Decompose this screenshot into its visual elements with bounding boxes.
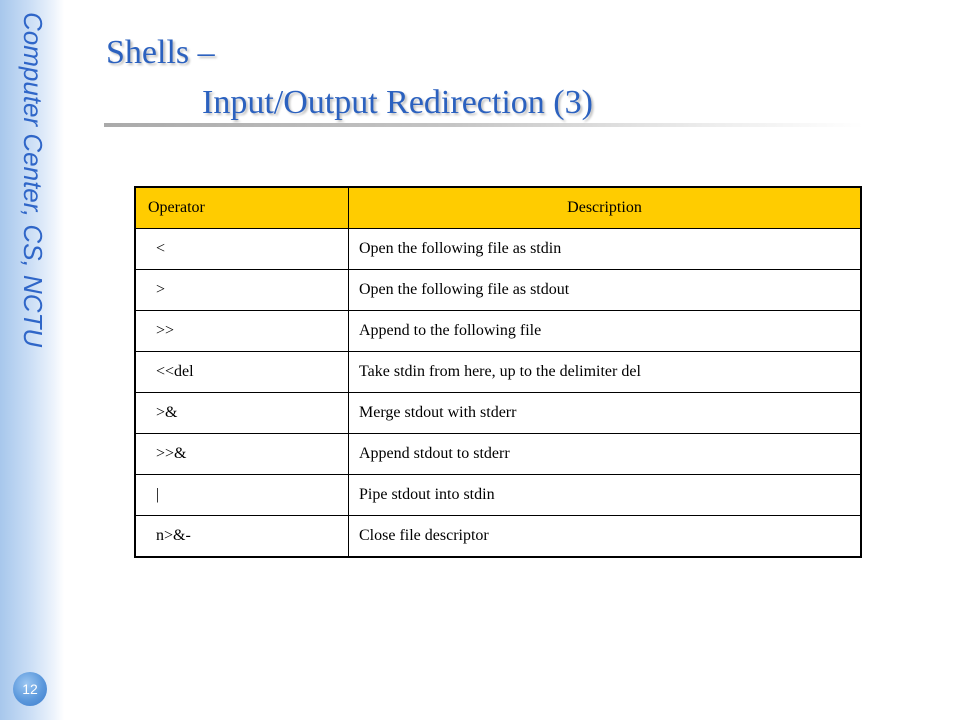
header-operator: Operator <box>135 187 349 229</box>
operator-cell: < <box>135 229 349 270</box>
operator-cell: | <box>135 475 349 516</box>
table-header-row <box>135 187 861 229</box>
description-cell: Append to the following file <box>349 311 862 352</box>
operator-cell: >> <box>135 311 349 352</box>
sidebar-label: Computer Center, CS, NCTU <box>18 12 48 348</box>
slide-title <box>106 28 593 128</box>
description-cell: Close file descriptor <box>349 516 862 558</box>
description-cell: Pipe stdout into stdin <box>349 475 862 516</box>
table-row <box>135 434 861 475</box>
table-row <box>135 393 861 434</box>
table-row <box>135 229 861 270</box>
redirection-table <box>134 186 862 558</box>
table-row <box>135 311 861 352</box>
title-underline <box>104 123 864 127</box>
title-line-1: Shells – <box>106 34 215 71</box>
description-cell: Merge stdout with stderr <box>349 393 862 434</box>
table-row <box>135 516 861 558</box>
sidebar <box>0 0 64 720</box>
title-line-2: Input/Output Redirection (3) <box>202 84 593 121</box>
operator-cell: >>& <box>135 434 349 475</box>
operator-cell: >& <box>135 393 349 434</box>
operator-cell: <<del <box>135 352 349 393</box>
page-number-badge: 12 <box>13 672 47 706</box>
table-row <box>135 475 861 516</box>
operator-cell: > <box>135 270 349 311</box>
operator-cell: n>&- <box>135 516 349 558</box>
table-row <box>135 270 861 311</box>
table-row <box>135 352 861 393</box>
description-cell: Open the following file as stdin <box>349 229 862 270</box>
description-cell: Append stdout to stderr <box>349 434 862 475</box>
description-cell: Take stdin from here, up to the delimiter del <box>349 352 862 393</box>
header-description: Description <box>349 187 862 229</box>
description-cell: Open the following file as stdout <box>349 270 862 311</box>
